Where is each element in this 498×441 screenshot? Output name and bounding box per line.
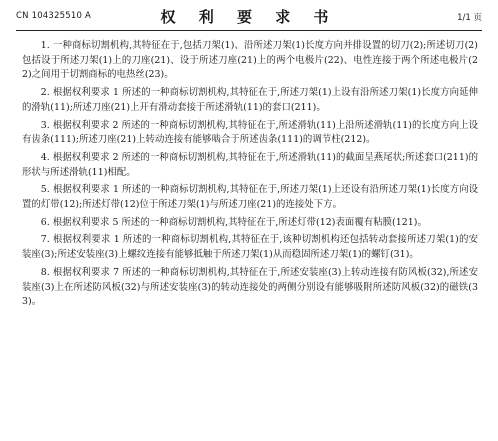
claim-6: 6. 根据权利要求 5 所述的一种商标切割机构,其特征在于,所述灯带(12)表面覆有粘膜(121)。 xyxy=(40,216,427,228)
claim-2: 2. 根据权利要求 1 所述的一种商标切割机构,其特征在于,所述刀架(1)上设有沿所述刀架(1)长度方向延伸的滑轨(11);所述刀座(21)上开有滑动套接于所述滑轨(11)的套口(211)。 xyxy=(22,87,478,113)
claim-4: 4. 根据权利要求 2 所述的一种商标切割机构,其特征在于,所述滑轨(11)的截面呈燕尾状;所述套口(211)的形状与所述滑轨(11)相配。 xyxy=(22,151,478,178)
claim-3: 3. 根据权利要求 2 所述的一种商标切割机构,其特征在于,所述滑轨(11)上沿所述滑轨(11)的长度方向上设有齿条(111);所述刀座(21)上转动连接有能够啮合于所述齿条(111)的调节柱(212)。 xyxy=(22,119,478,146)
header-divider xyxy=(16,30,482,31)
page-number: 1/1 页 xyxy=(457,13,482,23)
claims-body xyxy=(22,39,478,313)
claim-8: 8. 根据权利要求 7 所述的一种商标切割机构,其特征在于,所述安装座(3)上转动连接有防风板(32),所述安装座(3)上在所述防风板(32)与所述安装座(3)的转动连接处的两侧分别设有能够吸附所述防风板(32)的磁铁(33)。 xyxy=(22,266,478,308)
document-title: 权 利 要 求 书 xyxy=(160,8,338,26)
claim-7: 7. 根据权利要求 1 所述的一种商标切割机构,其特征在于,该种切割机构还包括转动套接所述刀架(1)的安装座(3);所述安装座(3)上螺纹连接有能够抵触于所述刀架(1)从而稳固所述刀架(1)的螺钉(31)。 xyxy=(22,234,478,261)
page-header xyxy=(16,6,482,30)
claim-1: 1. 一种商标切割机构,其特征在于,包括刀架(1)、沿所述刀架(1)长度方向并排设置的切刀(2);所述切刀(2)包括设于所述刀架(1)上的刀座(21)、设于所述刀座(21)上的两个电极片(22)、电性连接于两个所述电极片(22)之间用于切割商标的电热丝(23)。 xyxy=(22,40,478,81)
claim-5: 5. 根据权利要求 1 所述的一种商标切割机构,其特征在于,所述刀架(1)上还设有沿所述刀架(1)长度方向设置的灯带(12);所述灯带(12)位于所述刀架(1)与所述刀座(21)的连接处下方。 xyxy=(22,184,478,211)
publication-number: CN 104325510 A xyxy=(16,11,91,21)
